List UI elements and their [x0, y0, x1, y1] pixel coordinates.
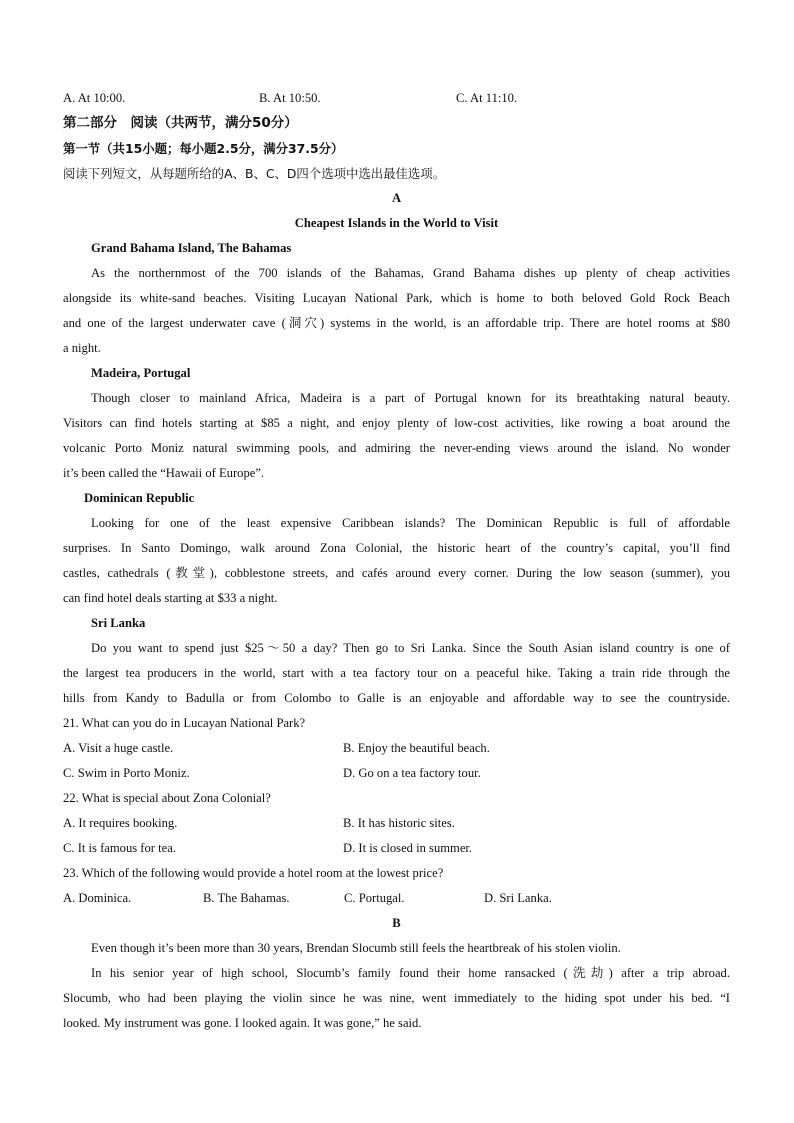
section-heading-grand-bahama: Grand Bahama Island, The Bahamas: [91, 241, 292, 255]
paragraph-line: a night.: [63, 341, 101, 355]
option-a: A. Dominica.: [63, 891, 132, 905]
question-options: [63, 761, 730, 786]
option-c: C. Portugal.: [344, 891, 405, 905]
paragraph-line: castles, cathedrals (教堂), cobblestone streets, and cafés around every corner. During the low season (summer), you: [63, 566, 730, 580]
section-heading-dominican-republic: Dominican Republic: [84, 491, 195, 505]
paragraph-line: Even though it’s been more than 30 years, Brendan Slocumb still feels the heartbreak of his stolen violin.: [91, 941, 621, 955]
option-d: D. It is closed in summer.: [343, 841, 473, 855]
paragraph-line: As the northernmost of the 700 islands of the Bahamas, Grand Bahama dishes up plenty of cheap activities: [91, 266, 730, 280]
option-a: A. It requires booking.: [63, 816, 178, 830]
paragraph-line: it’s been called the “Hawaii of Europe”.: [63, 466, 265, 480]
question-options: [63, 736, 730, 761]
question-options: [63, 836, 730, 861]
question-stem: 22. What is special about Zona Colonial?: [63, 791, 271, 805]
paragraph-line: Do you want to spend just $25～50 a day? Then go to Sri Lanka. Since the South Asian island country is one of: [91, 641, 730, 655]
option-c: C. At 11:10.: [456, 91, 518, 105]
question-options: [63, 886, 730, 911]
passage-a-label: A: [391, 191, 402, 205]
passage-b-label: B: [392, 916, 401, 930]
passage-a-title: Cheapest Islands in the World to Visit: [294, 216, 499, 230]
option-d: D. Go on a tea factory tour.: [343, 766, 481, 780]
part2-heading: 第二部分 阅读（共两节，满分50分）: [63, 115, 298, 131]
paragraph-line: the largest tea producers in the world, start with a tea factory tour on a peaceful hike. Taking a train ride through the: [63, 666, 730, 680]
section-heading-madeira: Madeira, Portugal: [91, 366, 191, 380]
paragraph-line: surprises. In Santo Domingo, walk around Zona Colonial, the historic heart of the country’s capital, you’ll find: [63, 541, 730, 555]
prev-question-options: [63, 86, 730, 111]
paragraph-line: and one of the largest underwater cave (洞穴) systems in the world, is an affordable trip. There are hotel rooms at $80: [63, 316, 730, 330]
option-c: C. It is famous for tea.: [63, 841, 176, 855]
option-a: A. Visit a huge castle.: [63, 741, 174, 755]
option-c: C. Swim in Porto Moniz.: [63, 766, 190, 780]
section1-heading: 第一节（共15小题；每小题2.5分，满分37.5分）: [63, 141, 344, 156]
section-heading-sri-lanka: Sri Lanka: [91, 616, 146, 630]
paragraph-line: Though closer to mainland Africa, Madeira is a part of Portugal known for its breathtaking natural beauty.: [91, 391, 730, 405]
question-options: [63, 811, 730, 836]
question-stem: 21. What can you do in Lucayan National Park?: [63, 716, 306, 730]
option-b: B. The Bahamas.: [203, 891, 290, 905]
instruction: 阅读下列短文，从每题所给的A、B、C、D四个选项中选出最佳选项。: [63, 166, 446, 181]
option-a: A. At 10:00.: [63, 91, 126, 105]
paragraph-line: alongside its white-sand beaches. Visiting Lucayan National Park, which is home to both beloved Gold Rock Beach: [63, 291, 730, 305]
option-b: B. Enjoy the beautiful beach.: [343, 741, 490, 755]
option-d: D. Sri Lanka.: [484, 891, 552, 905]
paragraph-line: Looking for one of the least expensive Caribbean islands? The Dominican Republic is full of affordable: [91, 516, 730, 530]
question-stem: 23. Which of the following would provide a hotel room at the lowest price?: [63, 866, 444, 880]
exam-page: [63, 86, 730, 1036]
paragraph-line: can find hotel deals starting at $33 a night.: [63, 591, 278, 605]
paragraph-line: looked. My instrument was gone. I looked again. It was gone,” he said.: [63, 1016, 422, 1030]
paragraph-line: Visitors can find hotels starting at $85 a night, and enjoy plenty of low-cost activities, like rowing a boat around the: [63, 416, 730, 430]
paragraph-line: In his senior year of high school, Slocumb’s family found their home ransacked (洗劫) after a trip abroad.: [91, 966, 730, 980]
paragraph-line: volcanic Porto Moniz natural swimming pools, and admiring the never-ending views around the island. No wonder: [63, 441, 730, 455]
option-b: B. It has historic sites.: [343, 816, 455, 830]
paragraph-line: hills from Kandy to Badulla or from Colombo to Galle is an enjoyable and affordable way to see the countryside.: [63, 691, 730, 705]
option-b: B. At 10:50.: [259, 91, 321, 105]
paragraph-line: Slocumb, who had been playing the violin since he was nine, went immediately to the hiding spot under his bed. “I: [63, 991, 730, 1005]
